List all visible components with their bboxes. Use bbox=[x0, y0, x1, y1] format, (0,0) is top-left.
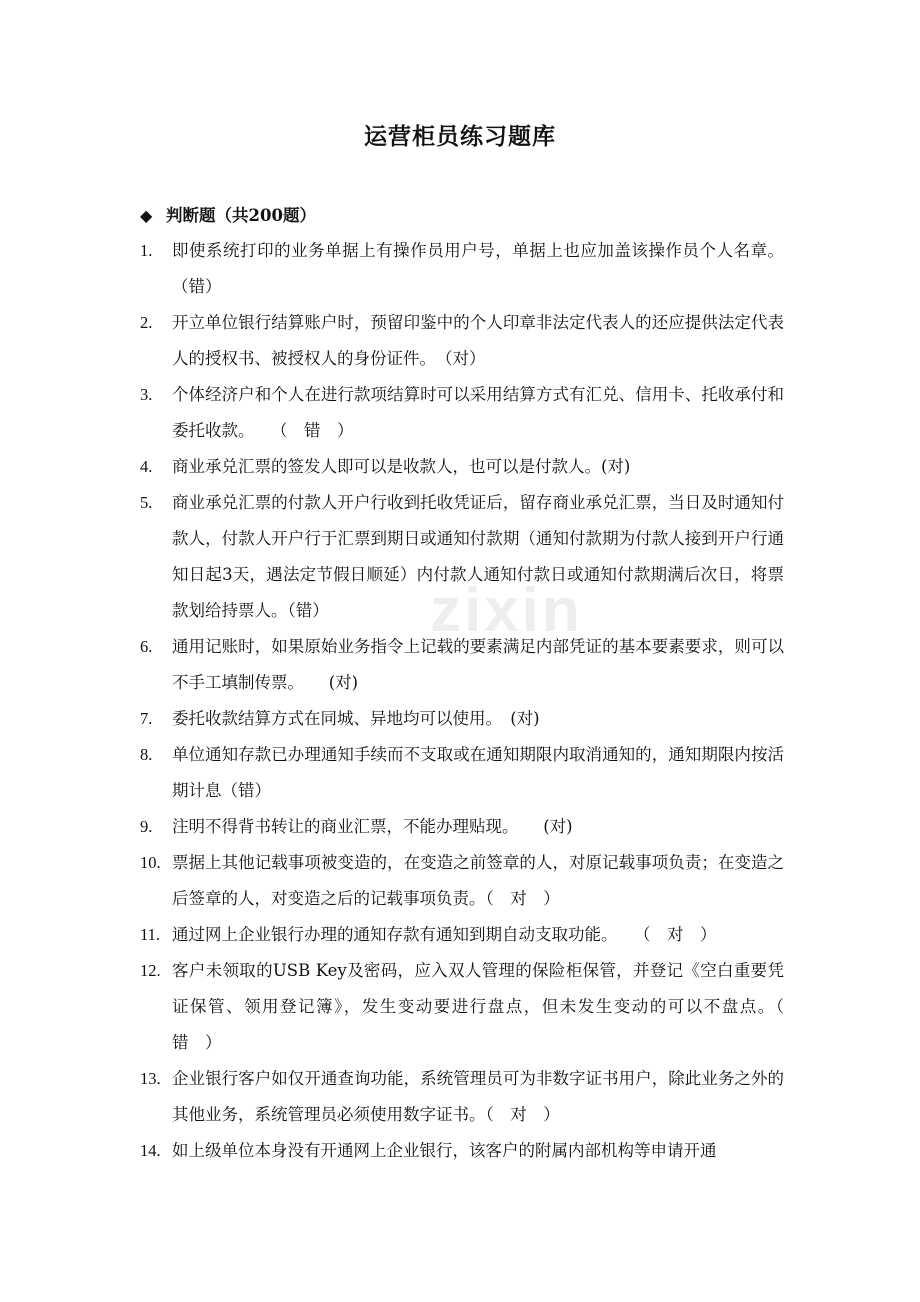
question-item bbox=[140, 953, 801, 1061]
diamond-bullet-icon: ◆ bbox=[140, 206, 153, 225]
question-text: 委托收款结算方式在同城、异地均可以使用。 (对) bbox=[172, 709, 540, 728]
question-number: 2. bbox=[140, 313, 153, 332]
question-text: 商业承兑汇票的付款人开户行收到托收凭证后，留存商业承兑汇票，当日及时通知付款人，付款人开户行于汇票到期日或通知付款期（通知付款期为付款人接到开户行通知日起3天，遇法定节假日顺延）内付款人通知付款日或通知付款期满后次日，将票款划给持票人。（错） bbox=[172, 493, 784, 620]
watermark: zixin bbox=[430, 576, 583, 645]
question-list bbox=[0, 233, 920, 1169]
question-text: 商业承兑汇票的签发人即可以是收款人，也可以是付款人。(对) bbox=[172, 457, 631, 476]
question-text: 单位通知存款已办理通知手续而不支取或在通知期限内取消通知的，通知期限内按活期计息（错） bbox=[172, 745, 784, 800]
question-number: 10. bbox=[140, 853, 161, 872]
question-item bbox=[140, 809, 784, 845]
question-item bbox=[140, 629, 784, 701]
question-item bbox=[140, 233, 784, 305]
question-text: 如上级单位本身没有开通网上企业银行，该客户的附属内部机构等申请开通 bbox=[172, 1141, 717, 1160]
question-number: 4. bbox=[140, 457, 153, 476]
question-text: 即使系统打印的业务单据上有操作员用户号，单据上也应加盖该操作员个人名章。（错） bbox=[172, 241, 784, 296]
question-number: 1. bbox=[140, 241, 153, 260]
section-label: 判断题（共200题） bbox=[166, 206, 316, 225]
question-text: 注明不得背书转让的商业汇票，不能办理贴现。 (对) bbox=[172, 817, 573, 836]
question-text: 票据上其他记载事项被变造的，在变造之前签章的人，对原记载事项负责；在变造之后签章的人，对变造之后的记载事项负责。（ 对 ） bbox=[172, 853, 784, 908]
section-heading bbox=[140, 202, 316, 226]
question-number: 12. bbox=[140, 961, 161, 980]
question-text: 客户未领取的USB Key及密码，应入双人管理的保险柜保管，并登记《空白重要凭证保管、领用登记簿》，发生变动要进行盘点，但未发生变动的可以不盘点。（ 错 ） bbox=[172, 961, 801, 1052]
question-number: 11. bbox=[140, 925, 161, 944]
question-item bbox=[140, 737, 784, 809]
question-number: 13. bbox=[140, 1069, 161, 1088]
question-item bbox=[140, 305, 784, 377]
question-number: 6. bbox=[140, 637, 153, 656]
question-number: 14. bbox=[140, 1141, 161, 1160]
question-item bbox=[140, 1061, 784, 1133]
question-item bbox=[140, 1133, 784, 1169]
page-title: 运营柜员练习题库 bbox=[364, 123, 556, 150]
question-text: 个体经济户和个人在进行款项结算时可以采用结算方式有汇兑、信用卡、托收承付和委托收款。 （ 错 ） bbox=[172, 385, 784, 440]
question-number: 5. bbox=[140, 493, 153, 512]
question-text: 企业银行客户如仅开通查询功能，系统管理员可为非数字证书用户，除此业务之外的其他业务，系统管理员必须使用数字证书。（ 对 ） bbox=[172, 1069, 784, 1124]
question-text: 通用记账时，如果原始业务指令上记载的要素满足内部凭证的基本要素要求，则可以不手工填制传票。 (对) bbox=[172, 637, 784, 692]
question-number: 9. bbox=[140, 817, 153, 836]
question-item bbox=[140, 485, 784, 629]
question-number: 7. bbox=[140, 709, 153, 728]
question-number: 8. bbox=[140, 745, 153, 764]
question-text: 开立单位银行结算账户时，预留印鉴中的个人印章非法定代表人的还应提供法定代表人的授权书、被授权人的身份证件。 （对） bbox=[172, 313, 784, 368]
question-item bbox=[140, 845, 784, 917]
question-number: 3. bbox=[140, 385, 153, 404]
question-item bbox=[140, 701, 784, 737]
question-item bbox=[140, 377, 784, 449]
question-item bbox=[140, 917, 784, 953]
question-text: 通过网上企业银行办理的通知存款有通知到期自动支取功能。 （ 对 ） bbox=[172, 925, 717, 944]
question-item bbox=[140, 449, 784, 485]
